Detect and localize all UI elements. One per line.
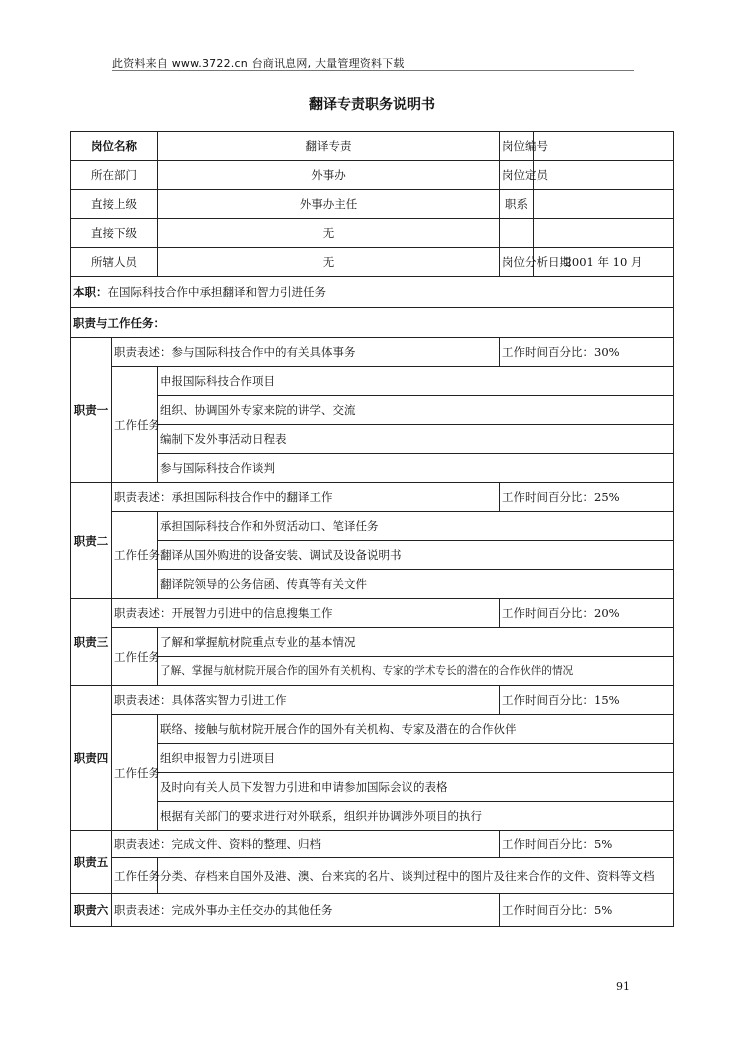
duty-6-desc-row: [71, 894, 674, 927]
duty-1-task-4: 参与国际科技合作谈判: [158, 454, 674, 483]
duty-3-desc: 职责表述：开展智力引进中的信息搜集工作: [112, 599, 500, 628]
duty-4-label: 职责四: [71, 686, 112, 831]
job-family-label: 职系: [500, 190, 534, 219]
duty-5-pct: 工作时间百分比：5%: [500, 831, 674, 858]
headcount-value: [534, 161, 674, 190]
duty-2-pct: 工作时间百分比：25%: [500, 483, 674, 512]
position-code-value: [534, 132, 674, 161]
source-header: 此资料来自 www.3722.cn 台商讯息网, 大量管理资料下载: [112, 57, 405, 70]
row-subordinate: [71, 219, 674, 248]
duty-3-pct: 工作时间百分比：20%: [500, 599, 674, 628]
duty-1-pct: 工作时间百分比：30%: [500, 338, 674, 367]
job-family-value: [534, 190, 674, 219]
duty-3-label: 职责三: [71, 599, 112, 686]
task-row: [71, 744, 674, 773]
task-row: [71, 541, 674, 570]
duty-1-task-3: 编制下发外事活动日程表: [158, 425, 674, 454]
position-name-value: 翻译专责: [158, 132, 500, 161]
superior-value: 外事办主任: [158, 190, 500, 219]
summary-label: 本职：: [73, 285, 108, 299]
task-row: [71, 773, 674, 802]
duty-4-task-2: 组织申报智力引进项目: [158, 744, 674, 773]
duty-3-task-2: 了解、掌握与航材院开展合作的国外有关机构、专家的学术专长的潜在的合作伙伴的情况: [158, 657, 674, 686]
header-divider: [112, 70, 634, 71]
page-number: 91: [616, 980, 630, 993]
duty-5-task-1: 分类、存档来自国外及港、澳、台来宾的名片、谈判过程中的图片及往来合作的文件、资料等文档: [158, 858, 674, 894]
duty-1-desc: 职责表述：参与国际科技合作中的有关具体事务: [112, 338, 500, 367]
task-row: [71, 657, 674, 686]
duty-1-task-1: 申报国际科技合作项目: [158, 367, 674, 396]
duty-4-desc-row: [71, 686, 674, 715]
job-description-table: [70, 131, 674, 927]
duty-4-task-4: 根据有关部门的要求进行对外联系，组织并协调涉外项目的执行: [158, 802, 674, 831]
summary-text: 在国际科技合作中承担翻译和智力引进任务: [107, 285, 326, 299]
duty-1-desc-row: [71, 338, 674, 367]
task-row: [71, 715, 674, 744]
row-staff: [71, 248, 674, 277]
row-duties-heading: [71, 308, 674, 338]
duty-5-task-label: 工作任务: [112, 858, 158, 894]
row-department: [71, 161, 674, 190]
headcount-label: 岗位定员: [500, 161, 534, 190]
task-row: [71, 512, 674, 541]
analysis-date-value: 2001 年 10 月: [534, 248, 674, 277]
duty-5-desc-row: [71, 831, 674, 858]
task-row: [71, 628, 674, 657]
empty-label-cell: [500, 219, 534, 248]
row-summary: [71, 277, 674, 308]
summary-cell: [71, 277, 674, 308]
task-row: [71, 425, 674, 454]
staff-label: 所辖人员: [71, 248, 158, 277]
empty-value-cell: [534, 219, 674, 248]
department-value: 外事办: [158, 161, 500, 190]
duty-3-task-1: 了解和掌握航材院重点专业的基本情况: [158, 628, 674, 657]
duty-5-label: 职责五: [71, 831, 112, 894]
subordinate-label: 直接下级: [71, 219, 158, 248]
task-row: [71, 570, 674, 599]
duty-2-label: 职责二: [71, 483, 112, 599]
task-row: [71, 454, 674, 483]
duty-6-pct: 工作时间百分比：5%: [500, 894, 674, 927]
superior-label: 直接上级: [71, 190, 158, 219]
duty-2-task-label: 工作任务: [112, 512, 158, 599]
task-row: [71, 858, 674, 894]
duty-1-task-2: 组织、协调国外专家来院的讲学、交流: [158, 396, 674, 425]
duty-3-desc-row: [71, 599, 674, 628]
duty-2-desc: 职责表述：承担国际科技合作中的翻译工作: [112, 483, 500, 512]
department-label: 所在部门: [71, 161, 158, 190]
document-title: 翻译专责职务说明书: [309, 97, 435, 113]
duty-4-task-1: 联络、接触与航材院开展合作的国外有关机构、专家及潜在的合作伙伴: [158, 715, 674, 744]
staff-value: 无: [158, 248, 500, 277]
duty-4-pct: 工作时间百分比：15%: [500, 686, 674, 715]
position-name-label: 岗位名称: [71, 132, 158, 161]
duty-6-label: 职责六: [71, 894, 112, 927]
task-row: [71, 802, 674, 831]
duty-2-desc-row: [71, 483, 674, 512]
row-superior: [71, 190, 674, 219]
duty-6-desc: 职责表述：完成外事办主任交办的其他任务: [112, 894, 500, 927]
row-position-name: [71, 132, 674, 161]
duty-3-task-label: 工作任务: [112, 628, 158, 686]
analysis-date-label: 岗位分析日期: [500, 248, 534, 277]
duty-4-desc: 职责表述：具体落实智力引进工作: [112, 686, 500, 715]
duty-1-task-label: 工作任务: [112, 367, 158, 483]
duty-5-desc: 职责表述：完成文件、资料的整理、归档: [112, 831, 500, 858]
task-row: [71, 367, 674, 396]
duty-2-task-2: 翻译从国外购进的设备安装、调试及设备说明书: [158, 541, 674, 570]
duties-heading: 职责与工作任务：: [71, 308, 674, 338]
task-row: [71, 396, 674, 425]
duty-1-label: 职责一: [71, 338, 112, 483]
subordinate-value: 无: [158, 219, 500, 248]
duty-2-task-1: 承担国际科技合作和外贸活动口、笔译任务: [158, 512, 674, 541]
position-code-label: 岗位编号: [500, 132, 534, 161]
duty-2-task-3: 翻译院领导的公务信函、传真等有关文件: [158, 570, 674, 599]
duty-4-task-3: 及时向有关人员下发智力引进和申请参加国际会议的表格: [158, 773, 674, 802]
duty-4-task-label: 工作任务: [112, 715, 158, 831]
